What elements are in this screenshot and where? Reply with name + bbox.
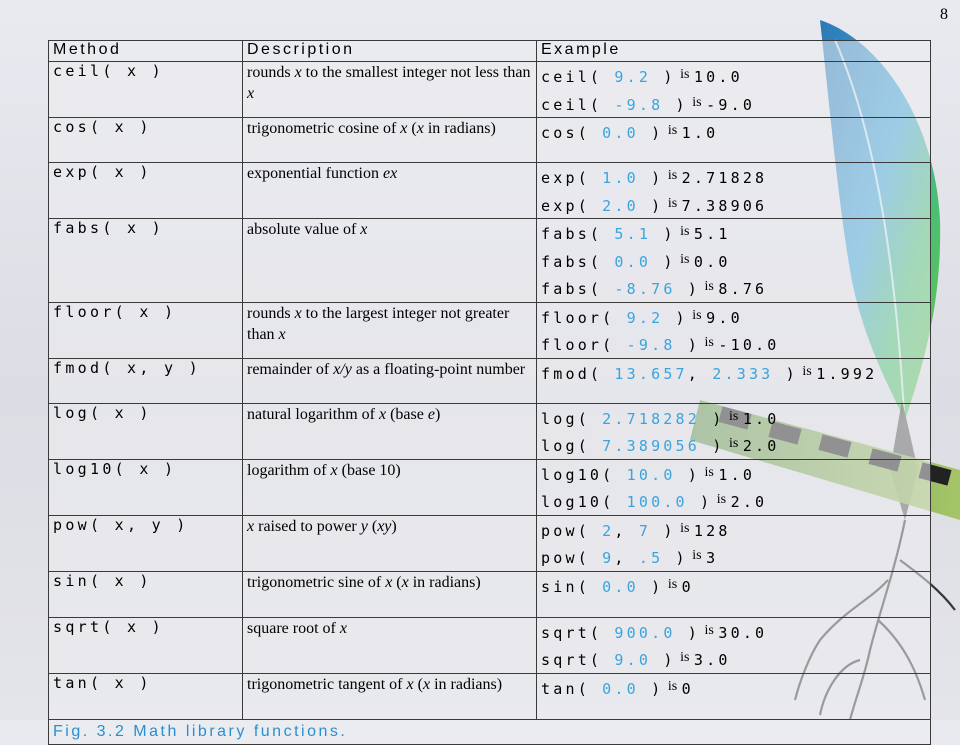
- example-close-paren: ): [663, 308, 688, 327]
- example-cell: [537, 459, 931, 515]
- example-argument: 900.0: [614, 623, 676, 642]
- is-word: is: [725, 436, 742, 451]
- example-argument: 2.0: [602, 196, 639, 215]
- example-result: 3: [706, 549, 719, 567]
- example-close-paren: ): [638, 577, 664, 596]
- example-call: sin(: [541, 577, 603, 596]
- example-argument: 9.0: [614, 651, 652, 669]
- description-cell: [243, 617, 537, 673]
- description-variable: x: [378, 405, 387, 423]
- example-call: ceil(: [541, 95, 615, 114]
- header-example: Example: [537, 41, 931, 62]
- example-line: [541, 619, 926, 646]
- example-result: 2.0: [730, 493, 768, 511]
- example-separator: ,: [614, 521, 639, 540]
- example-line: [541, 91, 926, 118]
- is-word: is: [688, 548, 706, 563]
- table-row: [49, 515, 931, 571]
- example-result: 2.0: [742, 437, 780, 455]
- table-row: [49, 459, 931, 515]
- description-cell: [243, 163, 537, 219]
- description-text: (: [413, 675, 423, 693]
- description-text: (base: [386, 405, 428, 423]
- description-cell: [243, 515, 537, 571]
- example-argument: 100.0: [626, 493, 688, 511]
- example-argument: 7.389056: [602, 437, 701, 455]
- example-result: 0.0: [693, 252, 731, 271]
- example-cell: [537, 515, 931, 571]
- is-word: is: [664, 123, 681, 138]
- example-close-paren: ): [687, 493, 713, 511]
- example-close-paren: ): [651, 521, 676, 540]
- example-cell: [537, 358, 931, 403]
- is-word: is: [701, 335, 718, 350]
- description-text: (base 10): [337, 461, 401, 479]
- example-close-paren: ): [638, 169, 664, 187]
- example-line: [541, 544, 926, 571]
- is-word: is: [664, 168, 681, 183]
- example-result: 0: [681, 577, 694, 596]
- example-line: [541, 220, 926, 247]
- example-result: 30.0: [718, 623, 768, 642]
- description-text: ): [391, 517, 397, 535]
- description-text: exponential function: [247, 165, 383, 182]
- is-word: is: [664, 576, 681, 592]
- description-variable: x: [339, 619, 347, 637]
- table-row: [49, 571, 931, 617]
- caption-row: [49, 719, 931, 744]
- example-line: [541, 275, 926, 302]
- description-cell: [243, 403, 537, 459]
- example-close-paren: ): [638, 124, 664, 142]
- description-text: in radians): [408, 573, 481, 591]
- description-text: trigonometric cosine of: [247, 120, 401, 137]
- example-line: [541, 119, 926, 146]
- example-argument: -9.8: [626, 336, 676, 354]
- description-text: remainder of: [247, 360, 334, 378]
- example-cell: [537, 118, 931, 163]
- example-call: floor(: [541, 308, 627, 327]
- example-call: log10(: [541, 465, 627, 484]
- example-call: exp(: [541, 196, 603, 215]
- is-word: is: [688, 94, 706, 110]
- method-cell: ceil( x ): [49, 62, 243, 118]
- description-variable: x: [294, 64, 302, 81]
- example-argument: 5.1: [614, 225, 652, 243]
- description-variable: x: [330, 461, 338, 479]
- method-cell: log10( x ): [49, 459, 243, 515]
- example-close-paren: ): [651, 651, 676, 669]
- figure-caption: Fig. 3.2 Math library functions.: [49, 719, 931, 744]
- example-call: sqrt(: [541, 651, 615, 669]
- example-call: ceil(: [541, 68, 615, 86]
- description-text: raised to power: [254, 517, 361, 535]
- example-line: [541, 63, 926, 90]
- description-text: absolute value of: [247, 221, 361, 238]
- example-argument: 7: [638, 521, 652, 540]
- description-cell: [243, 459, 537, 515]
- example-call: fabs(: [541, 225, 615, 243]
- example-argument: 0.0: [602, 679, 639, 698]
- example-result: 10.0: [693, 68, 743, 86]
- example-cell: [537, 571, 931, 617]
- example-cell: [537, 403, 931, 459]
- example-line: [541, 405, 926, 432]
- example-close-paren: ): [675, 336, 701, 354]
- example-result: 3.0: [693, 651, 731, 669]
- description-cell: [243, 358, 537, 403]
- example-result: 9.0: [706, 308, 743, 327]
- description-variable: x: [360, 221, 368, 238]
- table-row: [49, 403, 931, 459]
- example-result: -9.0: [706, 95, 756, 114]
- example-close-paren: ): [651, 225, 676, 243]
- description-text: to the largest integer not greater than: [247, 304, 510, 343]
- table-row: [49, 219, 931, 303]
- example-call: log10(: [541, 493, 627, 511]
- example-line: [541, 192, 926, 219]
- method-cell: sqrt( x ): [49, 617, 243, 673]
- example-cell: [537, 219, 931, 303]
- method-cell: floor( x ): [49, 302, 243, 358]
- is-word: is: [664, 678, 681, 694]
- description-text: ): [434, 405, 441, 423]
- description-cell: [243, 571, 537, 617]
- description-variable: x: [406, 675, 414, 693]
- example-call: fabs(: [541, 252, 615, 271]
- example-call: fmod(: [541, 364, 615, 383]
- example-line: [541, 488, 926, 515]
- example-cell: [537, 302, 931, 358]
- description-text: (: [392, 573, 402, 591]
- example-result: 1.0: [718, 465, 756, 484]
- example-close-paren: ): [663, 95, 688, 114]
- example-argument: 2: [602, 521, 615, 540]
- description-variable: xy: [377, 517, 392, 535]
- description-cell: [243, 673, 537, 719]
- description-variable: x: [278, 325, 286, 343]
- description-cell: [243, 62, 537, 118]
- description-variable: x: [401, 573, 409, 591]
- example-result: -10.0: [718, 336, 780, 354]
- is-word: is: [701, 622, 718, 638]
- example-close-paren: ): [773, 364, 798, 383]
- description-variable: ex: [382, 165, 398, 182]
- description-variable: y: [360, 517, 368, 535]
- is-word: is: [688, 307, 706, 323]
- description-text: trigonometric tangent of: [247, 675, 407, 693]
- table-row: [49, 62, 931, 118]
- example-argument: 2.333: [712, 364, 774, 383]
- is-word: is: [676, 520, 693, 536]
- example-argument: 0.0: [602, 577, 639, 596]
- is-word: is: [676, 67, 693, 82]
- example-call: sqrt(: [541, 623, 615, 642]
- slide-number: 8: [940, 6, 948, 23]
- example-close-paren: ): [700, 437, 725, 455]
- example-argument: -8.76: [614, 280, 676, 298]
- example-argument: 13.657: [614, 364, 688, 383]
- example-call: cos(: [541, 124, 603, 142]
- method-cell: sin( x ): [49, 571, 243, 617]
- method-cell: log( x ): [49, 403, 243, 459]
- method-cell: pow( x, y ): [49, 515, 243, 571]
- example-line: [541, 248, 926, 275]
- example-argument: -9.8: [614, 95, 664, 114]
- method-cell: tan( x ): [49, 673, 243, 719]
- example-result: 2.71828: [681, 169, 768, 187]
- is-word: is: [676, 224, 693, 239]
- description-text: to the smallest integer not less than: [301, 64, 531, 81]
- description-text: rounds: [247, 64, 295, 81]
- example-cell: [537, 62, 931, 118]
- description-text: logarithm of: [247, 461, 331, 479]
- table-row: [49, 302, 931, 358]
- example-line: [541, 360, 926, 387]
- example-line: [541, 304, 926, 331]
- example-cell: [537, 673, 931, 719]
- description-text: trigonometric sine of: [247, 573, 386, 591]
- description-variable: x: [416, 120, 424, 137]
- example-call: floor(: [541, 336, 627, 354]
- example-line: [541, 517, 926, 544]
- example-result: 7.38906: [681, 196, 768, 215]
- description-cell: [243, 302, 537, 358]
- table-row: [49, 118, 931, 163]
- example-result: 1.0: [742, 409, 780, 428]
- table-row: [49, 358, 931, 403]
- header-method: Method: [49, 41, 243, 62]
- example-argument: 1.0: [602, 169, 639, 187]
- example-close-paren: ): [651, 68, 676, 86]
- example-argument: 9.2: [614, 68, 652, 86]
- example-line: [541, 573, 926, 600]
- is-word: is: [676, 251, 693, 267]
- description-variable: x: [385, 573, 393, 591]
- example-call: log(: [541, 409, 603, 428]
- description-text: natural logarithm of: [247, 405, 379, 423]
- example-line: [541, 675, 926, 702]
- description-variable: x: [247, 85, 255, 102]
- is-word: is: [701, 464, 718, 480]
- description-text: as a floating-point number: [351, 360, 526, 378]
- description-variable: x: [422, 675, 431, 693]
- description-text: in radians): [430, 675, 503, 693]
- example-close-paren: ): [700, 409, 725, 428]
- example-result: 1.0: [681, 124, 719, 142]
- example-line: [541, 331, 926, 358]
- description-variable: x: [400, 120, 408, 137]
- example-argument: 9: [602, 549, 615, 567]
- example-argument: 2.718282: [602, 409, 701, 428]
- example-argument: 0.0: [602, 124, 639, 142]
- example-result: 1.992: [816, 364, 878, 383]
- description-text: rounds: [247, 304, 295, 322]
- example-call: pow(: [541, 521, 603, 540]
- is-word: is: [701, 279, 718, 294]
- example-argument: 10.0: [626, 465, 676, 484]
- example-separator: ,: [687, 364, 713, 383]
- example-cell: [537, 617, 931, 673]
- example-close-paren: ): [675, 623, 701, 642]
- table-row: [49, 163, 931, 219]
- example-argument: 0.0: [614, 252, 652, 271]
- example-close-paren: ): [675, 465, 701, 484]
- example-call: exp(: [541, 169, 603, 187]
- example-call: fabs(: [541, 280, 615, 298]
- table-row: [49, 617, 931, 673]
- example-result: 8.76: [718, 280, 768, 298]
- example-cell: [537, 163, 931, 219]
- example-close-paren: ): [675, 280, 701, 298]
- method-cell: fmod( x, y ): [49, 358, 243, 403]
- description-text: (: [407, 120, 417, 137]
- description-cell: [243, 118, 537, 163]
- description-variable: x: [294, 304, 302, 322]
- example-result: 5.1: [693, 225, 731, 243]
- example-close-paren: ): [638, 196, 664, 215]
- method-cell: fabs( x ): [49, 219, 243, 303]
- example-call: tan(: [541, 679, 603, 698]
- table-row: [49, 673, 931, 719]
- description-text: in radians): [423, 120, 496, 137]
- example-result: 0: [681, 679, 694, 698]
- example-argument: 9.2: [626, 308, 664, 327]
- example-line: [541, 432, 926, 459]
- is-word: is: [713, 492, 730, 507]
- is-word: is: [725, 408, 742, 424]
- header-row: [49, 41, 931, 62]
- example-line: [541, 646, 926, 673]
- method-cell: cos( x ): [49, 118, 243, 163]
- example-close-paren: ): [651, 252, 676, 271]
- math-functions-table: [48, 40, 931, 745]
- example-close-paren: ): [663, 549, 688, 567]
- example-call: log(: [541, 437, 603, 455]
- header-description: Description: [243, 41, 537, 62]
- description-text: square root of: [247, 619, 340, 637]
- is-word: is: [664, 195, 681, 211]
- example-line: [541, 461, 926, 488]
- example-line: [541, 164, 926, 191]
- example-call: pow(: [541, 549, 603, 567]
- method-cell: exp( x ): [49, 163, 243, 219]
- description-variable: x/y: [333, 360, 352, 378]
- is-word: is: [798, 363, 816, 379]
- description-cell: [243, 219, 537, 303]
- example-separator: ,: [614, 549, 639, 567]
- description-text: (: [367, 517, 378, 535]
- example-argument: .5: [638, 549, 664, 567]
- is-word: is: [676, 650, 693, 665]
- example-result: 128: [693, 521, 731, 540]
- example-close-paren: ): [638, 679, 664, 698]
- description-variable: e: [427, 405, 435, 423]
- description-variable: x: [247, 517, 255, 535]
